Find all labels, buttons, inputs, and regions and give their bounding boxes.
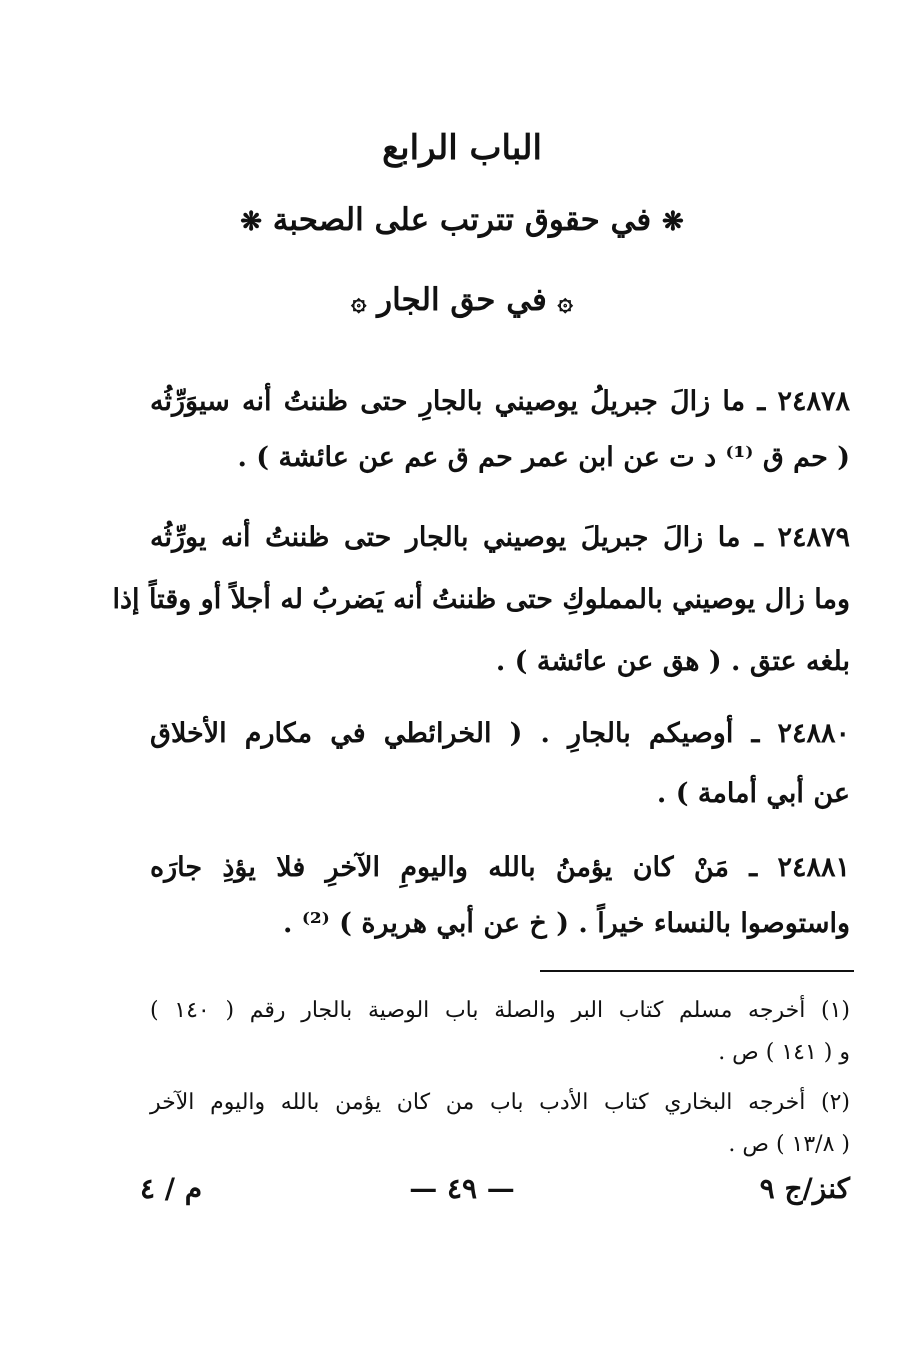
hadith-24879-line-1: ٢٤٨٧٩ ـ ما زالَ جبريلَ يوصيني بالجار حتى ظننتُ أنه يورِّثُه xyxy=(150,522,850,553)
section-title xyxy=(0,202,924,238)
footnote-1-line-2: و ( ١٤١ ) ص . xyxy=(718,1040,850,1065)
ornament-right-icon: ۞ xyxy=(557,287,573,317)
sub-title-text: في حق الجار xyxy=(377,282,547,318)
footnote-1-line-1: (١) أخرجه مسلم كتاب البر والصلة باب الوصية بالجار رقم ( ١٤٠ ) xyxy=(150,998,851,1023)
hadith-24881-line-2: واستوصوا بالنساء خيراً . ( خ عن أبي هريرة ) ⁽²⁾ . xyxy=(283,908,850,939)
ornament-left-icon: ❋ xyxy=(240,207,262,237)
footer-volume: كنز/ج ٩ xyxy=(759,1172,850,1205)
footer-sheet: م / ٤ xyxy=(140,1172,203,1205)
hadith-24878-line-2: ( حم ق ⁽¹⁾ د ت عن ابن عمر حم ق عم عن عائشة ) . xyxy=(237,442,850,473)
hadith-24879-line-2: وما زال يوصيني بالمملوكِ حتى ظننتُ أنه يَضربُ له أجلاً أو وقتاً إذا xyxy=(112,584,850,615)
ornament-right-icon: ❋ xyxy=(662,207,684,237)
hadith-24878-line-1: ٢٤٨٧٨ ـ ما زالَ جبريلُ يوصيني بالجارِ حتى ظننتُ أنه سيوَرِّثُه xyxy=(150,386,850,417)
hadith-24881-line-1: ٢٤٨٨١ ـ مَنْ كان يؤمنُ بالله واليومِ الآخرِ فلا يؤذِ جارَه xyxy=(150,852,850,883)
chapter-title: الباب الرابع xyxy=(382,128,542,168)
section-title-text: في حقوق تترتب على الصحبة xyxy=(272,202,652,238)
footnote-divider xyxy=(540,970,854,972)
footnote-2-line-1: (٢) أخرجه البخاري كتاب الأدب باب من كان يؤمن بالله واليوم الآخر xyxy=(150,1090,850,1115)
ornament-left-icon: ۞ xyxy=(351,287,367,317)
page-number: — ٤٩ — xyxy=(409,1172,515,1205)
hadith-24880-line-1: ٢٤٨٨٠ ـ أوصيكم بالجارِ . ( الخرائطي في مكارم الأخلاق xyxy=(150,718,850,749)
hadith-24879-line-3: بلغه عتق . ( هق عن عائشة ) . xyxy=(495,646,850,677)
sub-title xyxy=(0,282,924,318)
footnote-2-line-2: ( ١٣/٨ ) ص . xyxy=(728,1132,850,1157)
hadith-24880-line-2: عن أبي أمامة ) . xyxy=(656,778,850,809)
